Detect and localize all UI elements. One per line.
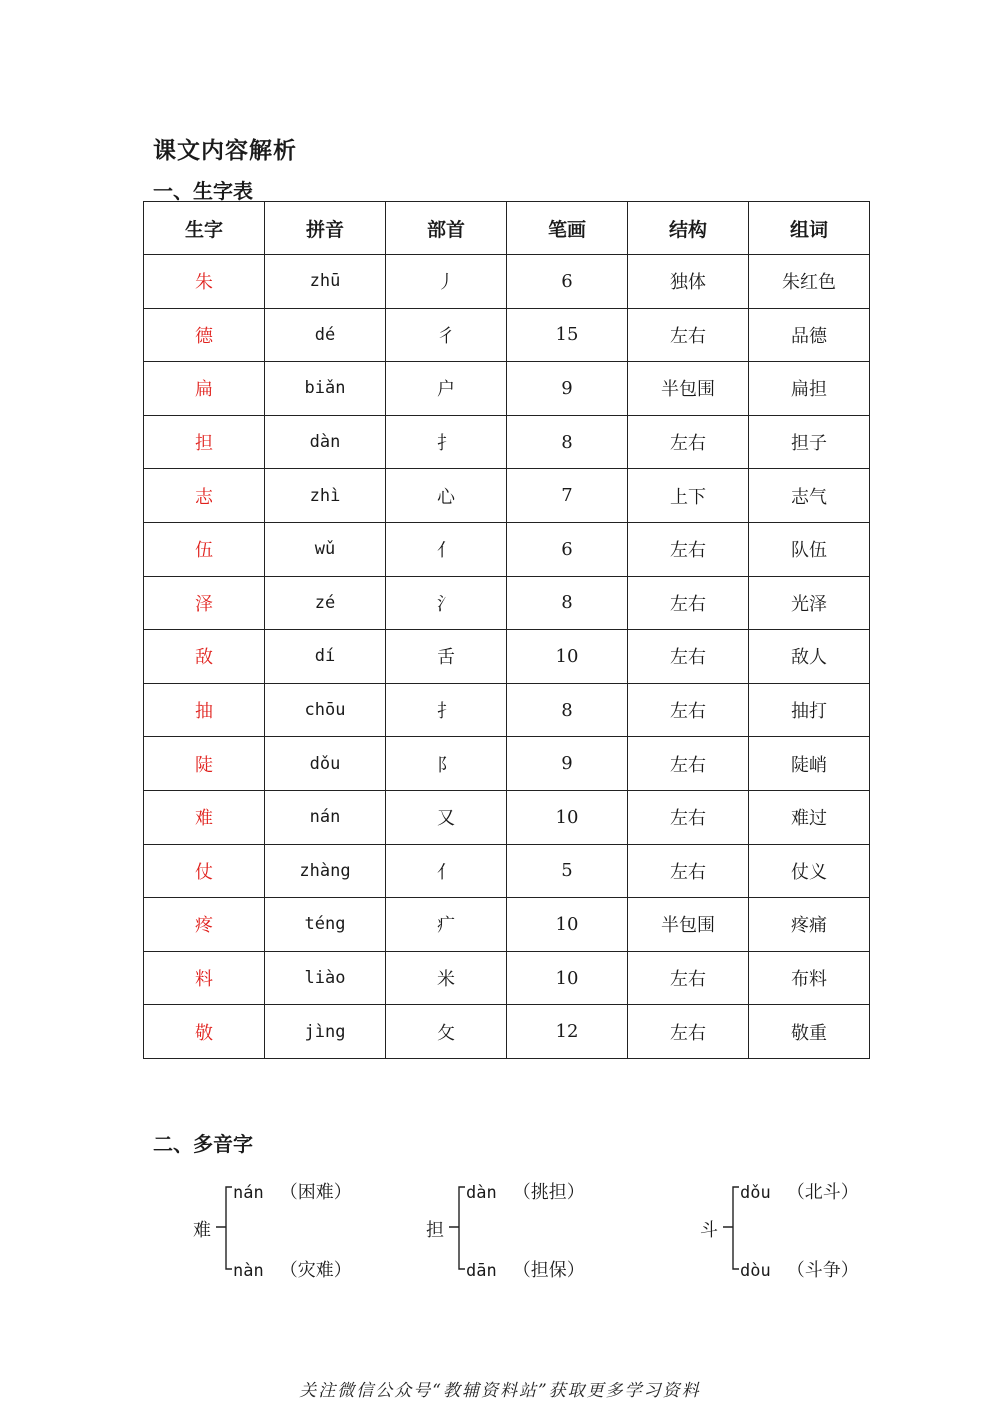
cell-strokes: 7 bbox=[507, 469, 628, 523]
header-radical: 部首 bbox=[386, 202, 507, 255]
cell-pinyin: liào bbox=[265, 951, 386, 1005]
cell-character: 志 bbox=[144, 469, 265, 523]
cell-pinyin: zhàng bbox=[265, 844, 386, 898]
polyphone-reading bbox=[740, 1178, 859, 1204]
cell-structure: 左右 bbox=[628, 1005, 749, 1059]
cell-radical: 亻 bbox=[386, 522, 507, 576]
cell-word: 疼痛 bbox=[749, 898, 870, 952]
cell-radical: 舌 bbox=[386, 630, 507, 684]
cell-pinyin: biǎn bbox=[265, 362, 386, 416]
table-row bbox=[144, 522, 870, 576]
cell-word: 担子 bbox=[749, 415, 870, 469]
cell-character: 陡 bbox=[144, 737, 265, 791]
footer-note: 关注微信公众号“教辅资料站”获取更多学习资料 bbox=[299, 1381, 701, 1401]
cell-radical: 扌 bbox=[386, 415, 507, 469]
cell-pinyin: chōu bbox=[265, 683, 386, 737]
polyphone-character: 难 bbox=[193, 1220, 211, 1241]
cell-structure: 左右 bbox=[628, 415, 749, 469]
cell-radical: 亻 bbox=[386, 844, 507, 898]
table-row bbox=[144, 576, 870, 630]
cell-radical: 攵 bbox=[386, 1005, 507, 1059]
cell-strokes: 6 bbox=[507, 255, 628, 309]
cell-pinyin: dǒu bbox=[265, 737, 386, 791]
cell-pinyin: zhì bbox=[265, 469, 386, 523]
cell-radical: 又 bbox=[386, 790, 507, 844]
reading-word: （困难） bbox=[279, 1182, 352, 1203]
cell-radical: 心 bbox=[386, 469, 507, 523]
table-row bbox=[144, 308, 870, 362]
cell-structure: 左右 bbox=[628, 576, 749, 630]
cell-strokes: 12 bbox=[507, 1005, 628, 1059]
table-row bbox=[144, 1005, 870, 1059]
cell-strokes: 9 bbox=[507, 737, 628, 791]
cell-character: 料 bbox=[144, 951, 265, 1005]
table-row bbox=[144, 255, 870, 309]
cell-word: 光泽 bbox=[749, 576, 870, 630]
cell-radical: 扌 bbox=[386, 683, 507, 737]
section-title-polyphones: 二、多音字 bbox=[153, 1132, 253, 1156]
vocabulary-table bbox=[143, 201, 870, 1059]
cell-radical: 米 bbox=[386, 951, 507, 1005]
cell-strokes: 5 bbox=[507, 844, 628, 898]
cell-strokes: 6 bbox=[507, 522, 628, 576]
cell-structure: 左右 bbox=[628, 790, 749, 844]
header-pinyin: 拼音 bbox=[265, 202, 386, 255]
page-title: 课文内容解析 bbox=[153, 138, 297, 164]
cell-structure: 左右 bbox=[628, 951, 749, 1005]
cell-strokes: 8 bbox=[507, 415, 628, 469]
cell-character: 疼 bbox=[144, 898, 265, 952]
cell-strokes: 10 bbox=[507, 630, 628, 684]
table-row bbox=[144, 630, 870, 684]
reading-pinyin: dān bbox=[466, 1261, 497, 1281]
cell-structure: 上下 bbox=[628, 469, 749, 523]
cell-pinyin: dí bbox=[265, 630, 386, 684]
header-character: 生字 bbox=[144, 202, 265, 255]
cell-pinyin: téng bbox=[265, 898, 386, 952]
cell-word: 队伍 bbox=[749, 522, 870, 576]
cell-character: 仗 bbox=[144, 844, 265, 898]
reading-pinyin: dòu bbox=[740, 1261, 771, 1281]
cell-pinyin: wǔ bbox=[265, 522, 386, 576]
cell-character: 扁 bbox=[144, 362, 265, 416]
cell-character: 敬 bbox=[144, 1005, 265, 1059]
cell-strokes: 10 bbox=[507, 898, 628, 952]
table-header-row bbox=[144, 202, 870, 255]
table-row bbox=[144, 844, 870, 898]
reading-pinyin: dàn bbox=[466, 1183, 497, 1203]
cell-word: 难过 bbox=[749, 790, 870, 844]
table-row bbox=[144, 898, 870, 952]
polyphone-character: 斗 bbox=[700, 1220, 718, 1241]
cell-structure: 左右 bbox=[628, 630, 749, 684]
reading-word: （担保） bbox=[512, 1260, 585, 1281]
cell-strokes: 10 bbox=[507, 790, 628, 844]
reading-pinyin: nán bbox=[233, 1183, 264, 1203]
polyphone-reading bbox=[466, 1178, 585, 1204]
cell-pinyin: nán bbox=[265, 790, 386, 844]
cell-strokes: 8 bbox=[507, 683, 628, 737]
cell-pinyin: dàn bbox=[265, 415, 386, 469]
polyphone-reading bbox=[233, 1178, 352, 1204]
cell-structure: 独体 bbox=[628, 255, 749, 309]
section-title-vocabulary: 一、生字表 bbox=[153, 179, 253, 203]
polyphone-reading bbox=[466, 1256, 585, 1282]
reading-word: （挑担） bbox=[512, 1182, 585, 1203]
cell-word: 抽打 bbox=[749, 683, 870, 737]
reading-word: （北斗） bbox=[786, 1182, 859, 1203]
cell-word: 扁担 bbox=[749, 362, 870, 416]
cell-pinyin: dé bbox=[265, 308, 386, 362]
cell-strokes: 8 bbox=[507, 576, 628, 630]
cell-word: 敌人 bbox=[749, 630, 870, 684]
table-row bbox=[144, 683, 870, 737]
cell-structure: 左右 bbox=[628, 737, 749, 791]
reading-word: （灾难） bbox=[279, 1260, 352, 1281]
cell-strokes: 10 bbox=[507, 951, 628, 1005]
cell-character: 德 bbox=[144, 308, 265, 362]
cell-radical: 阝 bbox=[386, 737, 507, 791]
cell-character: 朱 bbox=[144, 255, 265, 309]
polyphone-group bbox=[700, 1170, 930, 1285]
cell-character: 难 bbox=[144, 790, 265, 844]
table-row bbox=[144, 737, 870, 791]
cell-radical: 丿 bbox=[386, 255, 507, 309]
cell-character: 泽 bbox=[144, 576, 265, 630]
table-row bbox=[144, 951, 870, 1005]
cell-word: 仗义 bbox=[749, 844, 870, 898]
cell-strokes: 15 bbox=[507, 308, 628, 362]
cell-structure: 半包围 bbox=[628, 362, 749, 416]
cell-structure: 半包围 bbox=[628, 898, 749, 952]
cell-pinyin: jìng bbox=[265, 1005, 386, 1059]
polyphone-reading bbox=[233, 1256, 352, 1282]
cell-radical: 户 bbox=[386, 362, 507, 416]
polyphone-group bbox=[426, 1170, 656, 1285]
cell-word: 陡峭 bbox=[749, 737, 870, 791]
cell-structure: 左右 bbox=[628, 308, 749, 362]
table-row bbox=[144, 415, 870, 469]
cell-word: 志气 bbox=[749, 469, 870, 523]
cell-radical: 彳 bbox=[386, 308, 507, 362]
cell-character: 担 bbox=[144, 415, 265, 469]
cell-word: 朱红色 bbox=[749, 255, 870, 309]
cell-structure: 左右 bbox=[628, 844, 749, 898]
cell-structure: 左右 bbox=[628, 522, 749, 576]
header-word: 组词 bbox=[749, 202, 870, 255]
cell-structure: 左右 bbox=[628, 683, 749, 737]
cell-pinyin: zhū bbox=[265, 255, 386, 309]
polyphone-character: 担 bbox=[426, 1220, 444, 1241]
cell-word: 敬重 bbox=[749, 1005, 870, 1059]
cell-strokes: 9 bbox=[507, 362, 628, 416]
reading-word: （斗争） bbox=[786, 1260, 859, 1281]
table-row bbox=[144, 362, 870, 416]
cell-word: 布料 bbox=[749, 951, 870, 1005]
cell-word: 品德 bbox=[749, 308, 870, 362]
cell-character: 敌 bbox=[144, 630, 265, 684]
cell-character: 伍 bbox=[144, 522, 265, 576]
cell-pinyin: zé bbox=[265, 576, 386, 630]
reading-pinyin: dǒu bbox=[740, 1183, 771, 1203]
header-strokes: 笔画 bbox=[507, 202, 628, 255]
cell-radical: 氵 bbox=[386, 576, 507, 630]
polyphone-reading bbox=[740, 1256, 859, 1282]
cell-radical: 疒 bbox=[386, 898, 507, 952]
table-row bbox=[144, 790, 870, 844]
table-row bbox=[144, 469, 870, 523]
cell-character: 抽 bbox=[144, 683, 265, 737]
polyphone-group bbox=[193, 1170, 423, 1285]
header-structure: 结构 bbox=[628, 202, 749, 255]
reading-pinyin: nàn bbox=[233, 1261, 264, 1281]
